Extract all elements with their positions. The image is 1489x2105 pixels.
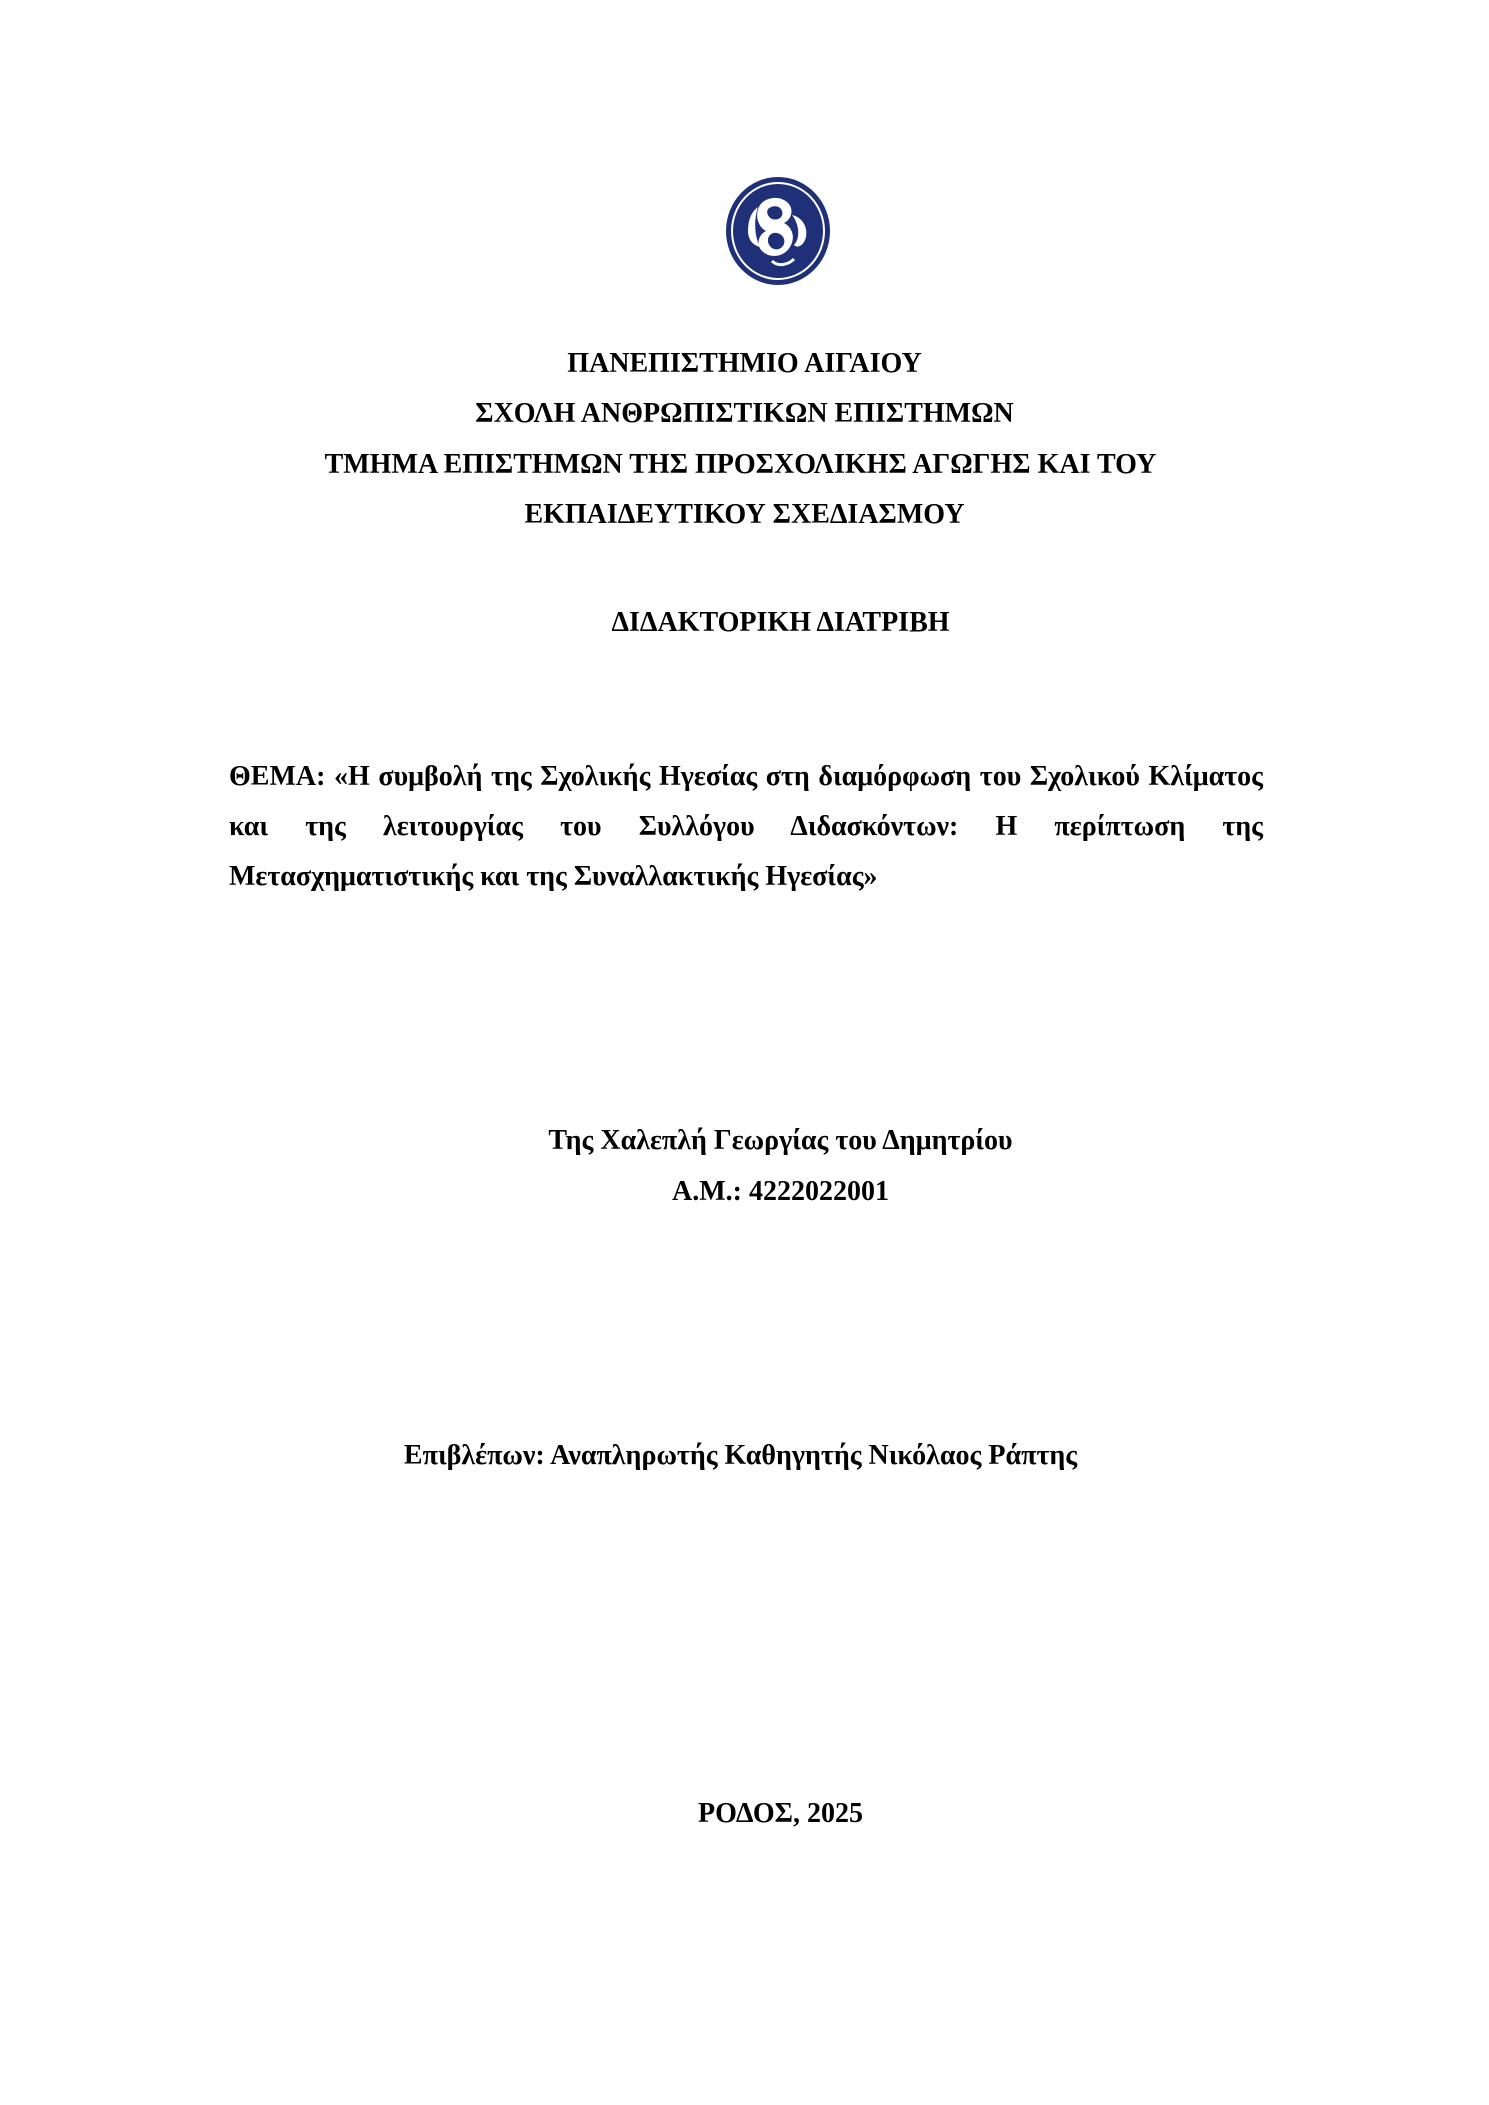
university-seal-icon [722,175,834,287]
supervisor: Επιβλέπων: Αναπληρωτής Καθηγητής Νικόλαος Ράπτης [403,1440,1078,1471]
document-type: ΔΙΔΑΚΤΟΡΙΚΗ ΔΙΑΤΡΙΒΗ [611,607,950,638]
department-name-line2: ΕΚΠΑΙΔΕΥΤΙΚΟΥ ΣΧΕΔΙΑΣΜΟΥ [524,499,965,530]
university-name: ΠΑΝΕΠΙΣΤΗΜΙΟ ΑΙΓΑΙΟΥ [567,348,922,379]
place-and-year: ΡΟΔΟΣ, 2025 [698,1798,863,1829]
author-name: Της Χαλεπλή Γεωργίας του Δημητρίου [548,1125,1013,1156]
thesis-theme: ΘΕΜΑ: «Η συμβολή της Σχολικής Ηγεσίας στη διαμόρφωση του Σχολικού Κλίματος και της λειτουργίας του Συλλόγου Διδασκόντων: Η περίπτωση της Μετασχηματιστικής και της Συναλλακτικής Ηγεσίας» [229,761,1263,892]
school-name: ΣΧΟΛΗ ΑΝΘΡΩΠΙΣΤΙΚΩΝ ΕΠΙΣΤΗΜΩΝ [475,398,1014,429]
department-name-line1: ΤΜΗΜΑ ΕΠΙΣΤΗΜΩΝ ΤΗΣ ΠΡΟΣΧΟΛΙΚΗΣ ΑΓΩΓΗΣ ΚΑΙ ΤΟΥ [324,449,1157,480]
registration-number: Α.Μ.: 4222022001 [672,1176,889,1207]
